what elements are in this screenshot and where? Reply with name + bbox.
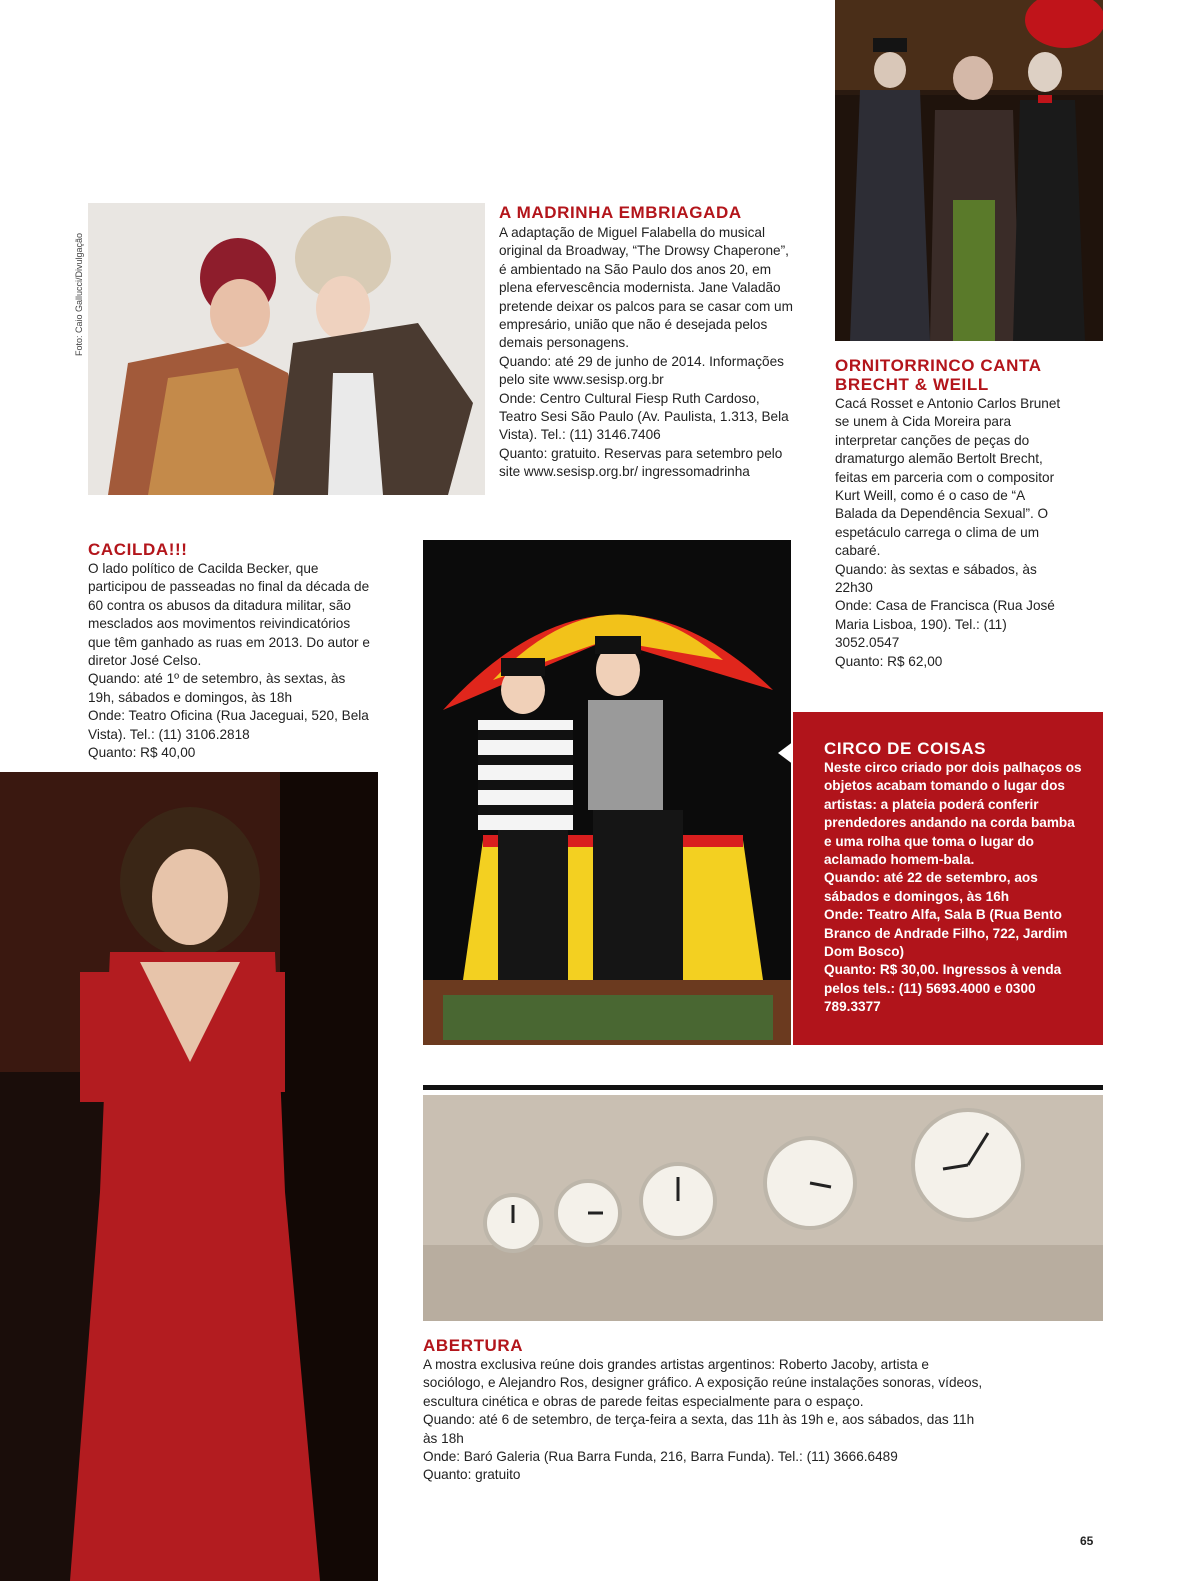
article-quanto: Quanto: R$ 30,00. Ingressos à venda pelos tels.: (11) 5693.4000 e 0300 789.3377 xyxy=(824,962,1062,1015)
article-quando: Quando: até 6 de setembro, de terça-feira a sexta, das 11h às 19h e, aos sábados, das 11h às 18h xyxy=(423,1412,975,1446)
article-body: Neste circo criado por dois palhaços os objetos acabam tomando o lugar dos artistas: a plateia poderá conferir prendedores andando na corda bamba e uma rolha que toma o lugar do aclamado homem-bala. xyxy=(824,760,1082,868)
article-quanto: Quanto: R$ 62,00 xyxy=(835,653,943,669)
article-ornitorrinco xyxy=(835,356,1070,671)
circo-photo xyxy=(423,540,791,1045)
article-title-line2: BRECHT & WEILL xyxy=(835,375,989,394)
article-title: CACILDA!!! xyxy=(88,540,188,559)
article-body: O lado político de Cacilda Becker, que participou de passeadas no final da década de 60 contra os abusos da ditadura militar, são mesclados aos movimentos reivindicatórios que têm ganhado as ruas em 2013. Do autor e diretor José Celso. xyxy=(88,561,370,669)
article-body: A adaptação de Miguel Falabella do musical original da Broadway, “The Drowsy Chaperone”, é ambientado na São Paulo dos anos 20, em plena efervescência modernista. Jane Valadão pretende deixar os palcos para se casar com um empresário, união que não é desejada pelos demais personagens. xyxy=(499,225,793,351)
cacilda-photo xyxy=(0,772,378,1581)
article-body: Cacá Rosset e Antonio Carlos Brunet se unem à Cida Moreira para interpretar canções de peças do dramaturgo alemão Bertolt Brecht, feitas em parceria com o compositor Kurt Weill, como é o caso de “A Balada da Dependência Sexual”. O espetáculo carrega o clima de um cabaré. xyxy=(835,396,1061,559)
circo-box-notch xyxy=(778,741,794,765)
article-quanto: Quanto: R$ 40,00 xyxy=(88,745,196,761)
article-circo xyxy=(793,712,1103,1045)
article-quando: Quando: até 29 de junho de 2014. Informações pelo site www.sesisp.org.br xyxy=(499,353,784,388)
article-quanto: Quanto: gratuito xyxy=(423,1467,521,1483)
article-onde: Onde: Centro Cultural Fiesp Ruth Cardoso, Teatro Sesi São Paulo (Av. Paulista, 1.313, Bela Vista). Tel.: (11) 3146.7406 xyxy=(499,390,789,443)
photo-credit: Foto: Caio Gallucci/Divulgação xyxy=(74,232,84,356)
ornitorrinco-photo xyxy=(835,0,1103,341)
article-quanto: Quanto: gratuito. Reservas para setembro pelo site www.sesisp.org.br/ ingressomadrinha xyxy=(499,445,783,480)
article-title: ABERTURA xyxy=(423,1336,524,1355)
article-onde: Onde: Teatro Oficina (Rua Jaceguai, 520, Bela Vista). Tel.: (11) 3106.2818 xyxy=(88,708,369,742)
article-quando: Quando: às sextas e sábados, às 22h30 xyxy=(835,561,1037,596)
article-title: A MADRINHA EMBRIAGADA xyxy=(499,203,742,222)
article-title xyxy=(835,356,1070,394)
abertura-photo xyxy=(423,1095,1103,1321)
page-number: 65 xyxy=(1080,1534,1094,1548)
article-madrinha xyxy=(499,203,799,482)
section-divider xyxy=(423,1085,1103,1090)
article-quando: Quando: até 22 de setembro, aos sábados e domingos, às 16h xyxy=(824,870,1038,904)
madrinha-photo xyxy=(88,203,485,495)
article-onde: Onde: Baró Galeria (Rua Barra Funda, 216, Barra Funda). Tel.: (11) 3666.6489 xyxy=(423,1449,898,1465)
article-title-line1: ORNITORRINCO CANTA xyxy=(835,356,1042,375)
article-body: A mostra exclusiva reúne dois grandes artistas argentinos: Roberto Jacoby, artista e sociólogo, e Alejandro Ros, designer gráfico. A exposição reúne instalações sonoras, vídeos, escultura cinética e obras de parede feitas especialmente para o espaço. xyxy=(423,1357,983,1409)
article-onde: Onde: Teatro Alfa, Sala B (Rua Bento Branco de Andrade Filho, 722, Jardim Dom Bosco) xyxy=(824,907,1068,960)
article-title: CIRCO DE COISAS xyxy=(824,739,987,758)
article-abertura xyxy=(423,1336,983,1485)
article-cacilda xyxy=(88,540,373,762)
article-onde: Onde: Casa de Francisca (Rua José Maria Lisboa, 190). Tel.: (11) 3052.0547 xyxy=(835,598,1055,651)
article-quando: Quando: até 1º de setembro, às sextas, às 19h, sábados e domingos, às 18h xyxy=(88,671,346,705)
